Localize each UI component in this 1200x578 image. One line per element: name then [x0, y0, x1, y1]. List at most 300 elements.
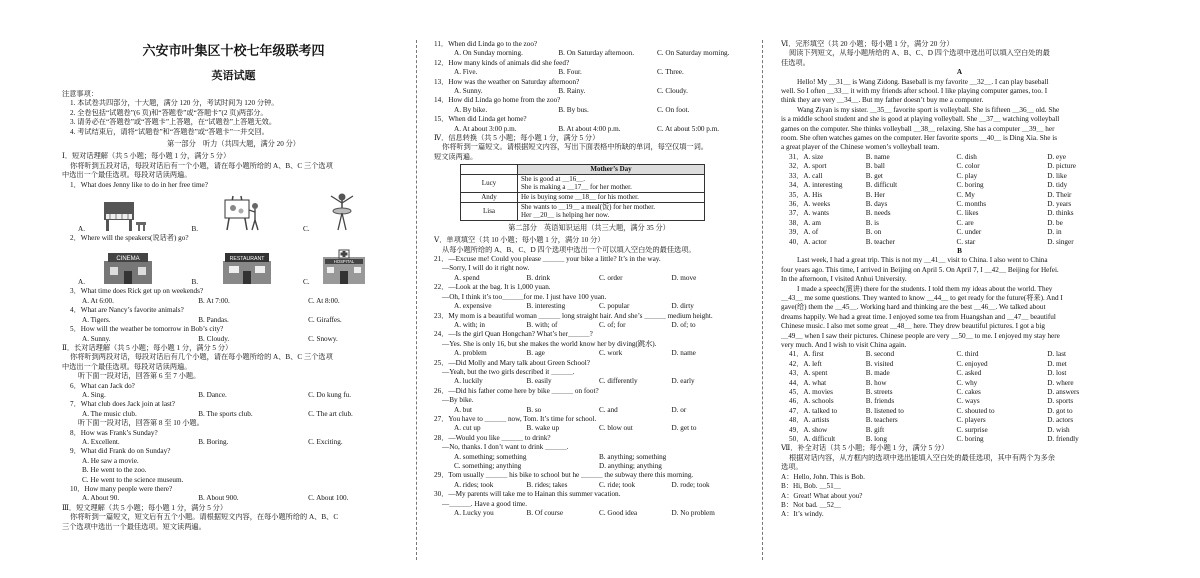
column-1 — [62, 40, 405, 532]
question-24: 24．—Is the girl Quan Hongchan? What’s her＿＿＿? — [434, 330, 593, 339]
option-c[interactable]: C. surprise — [956, 425, 988, 434]
cinema-building-icon — [102, 249, 154, 285]
part1-heading: 第一部分 听力（共四大题，满分 20 分） — [167, 140, 300, 149]
question-22-reply: —Oh, I think it’s too＿＿＿for me. I just have 100 yuan. — [442, 292, 607, 301]
option-row — [781, 426, 1138, 435]
option-d[interactable]: D. singer — [1047, 237, 1074, 246]
option-c[interactable]: C. He went to the science museum. — [82, 475, 184, 484]
option-a[interactable]: A. Sing. — [82, 390, 106, 399]
table-title: Mother’s Day — [518, 165, 705, 175]
q11-options — [434, 49, 744, 58]
section-heading: Ⅲ．短文理解（共 5 小题；每小题 1 分，满分 5 分） — [62, 503, 228, 512]
ballet-dancer-icon — [327, 192, 357, 232]
question-2: 2．Where will the speakers(说话者) go? — [70, 234, 189, 243]
option-d[interactable]: D. years — [1047, 199, 1072, 208]
option-c[interactable]: C. Do kung fu. — [308, 390, 352, 399]
part2-heading: 第二部分 英语知识运用（共三大题，满分 35 分） — [508, 223, 670, 232]
option-b[interactable]: B. get — [865, 171, 883, 180]
option-a[interactable]: 32．A. sport — [789, 162, 827, 171]
option-c[interactable]: C. something; anything — [454, 462, 522, 470]
option-d[interactable]: D. friendly — [1047, 435, 1079, 444]
option-a[interactable]: A. cut up — [454, 424, 481, 433]
hospital-building-icon — [321, 249, 367, 285]
q23-options — [434, 321, 744, 330]
option-a[interactable]: A. luckily — [454, 377, 483, 386]
table-row — [461, 193, 705, 203]
option-c[interactable]: C. shouted to — [956, 406, 995, 415]
passage-line: is a middle school student and she is good at playing volleyball. She ＿37＿ watching volleyball — [781, 115, 1060, 124]
option-c[interactable]: C. work — [599, 349, 623, 358]
option-a[interactable]: A. By bike. — [454, 105, 488, 114]
option-d[interactable]: D. early — [671, 377, 695, 386]
option-d[interactable]: D. move — [671, 273, 697, 282]
option-c[interactable]: C. players — [956, 416, 986, 425]
option-a[interactable]: A. About 90. — [82, 494, 120, 503]
option-row — [781, 350, 1138, 359]
passage-line: a great player of the Chinese women’s volleyball team. — [781, 143, 940, 152]
option-row — [781, 238, 1138, 247]
option-c[interactable]: C. ways — [956, 397, 980, 406]
option-c[interactable]: C. Giraffes. — [308, 315, 342, 324]
option-a[interactable]: 49．A. show — [789, 425, 828, 434]
option-c[interactable]: C. ride; took — [599, 480, 636, 489]
option-b[interactable]: B. streets — [865, 388, 893, 397]
option-d[interactable]: D. of; to — [671, 320, 696, 329]
q1-pictures — [62, 190, 405, 234]
sign-text: CINEMA — [116, 256, 140, 263]
dialog-line: A：Hello, John. This is Bob. — [781, 472, 865, 481]
option-a[interactable]: A. He saw a movie. — [82, 456, 139, 465]
option-b[interactable]: B. About 900. — [198, 494, 239, 503]
passage-b — [781, 256, 1138, 350]
question-25: 25．—Did Molly and Mary talk about Green School? — [434, 358, 590, 367]
option-c[interactable]: C. At about 5:00 p.m. — [656, 124, 720, 133]
option-d[interactable]: D. rode; took — [671, 480, 710, 489]
option-c[interactable]: C. On Saturday morning. — [656, 49, 730, 58]
dialog-line: A：It’s windy. — [781, 510, 824, 519]
sub-instruction: 听下面一段对话，回答第 6 至 7 小题。 — [78, 372, 201, 381]
option-c[interactable]: C. play — [956, 171, 978, 180]
option-c[interactable]: C. dish — [956, 152, 977, 161]
q8-options — [62, 438, 405, 447]
question-21: 21．—Excuse me! Could you please ＿＿＿ your bike a little? It’s in the way. — [434, 255, 661, 264]
option-b[interactable]: B. needs — [865, 209, 891, 218]
note-item: 4. 考试结束后，请将“试题卷”和“答题卷”或“答题卡”一并交回。 — [70, 127, 269, 136]
option-row — [781, 219, 1138, 228]
option-d[interactable]: D. in — [1047, 228, 1062, 237]
question-6: 6．What can Jack do? — [70, 381, 135, 390]
option-d[interactable]: D. or — [671, 405, 687, 414]
question-22: 22．—Look at the bag. It is 1,000 yuan. — [434, 283, 551, 292]
question-13: 13．How was the weather on Saturday afternoon? — [434, 77, 580, 86]
option-label: A. — [78, 278, 85, 287]
q7-options — [62, 410, 405, 419]
passage-line: games on the computer. She thinks volleyball ＿38＿ relaxing. She has a computer ＿39＿ her — [781, 124, 1055, 133]
option-c[interactable]: C. Cloudy. — [656, 87, 688, 96]
q14-options — [434, 106, 744, 115]
question-10: 10．How many people were there? — [70, 485, 173, 493]
passage-line: ＿43＿ me some questions. They wanted to know ＿44＿ to get ready for the future(将来). And I — [781, 293, 1063, 302]
option-c[interactable]: C. cakes — [956, 388, 981, 397]
option-b[interactable]: B. days — [865, 199, 888, 208]
option-d[interactable]: D. answers — [1047, 388, 1080, 397]
option-a[interactable]: A. but — [454, 405, 472, 414]
option-row — [781, 200, 1138, 209]
instruction: 根据对话内容，从方框内的选项中选出能填入空白处的最佳选项，其中有两个为多余 — [789, 453, 1055, 462]
option-c[interactable]: C. popular — [599, 302, 630, 311]
option-c[interactable]: C. likes — [956, 209, 979, 218]
instruction: 你将听到两段对话，每段对话后有几个小题，请在每小题所给的 A、B、C 三个选项 — [70, 353, 333, 362]
passage-line: ＿49＿ when I saw their pictures. Chinese people are very ＿50＿ to me. I enjoyed my stay here — [781, 331, 1060, 340]
section-heading: Ⅴ．单项填空（共 10 小题；每小题 1 分，满分 10 分） — [434, 236, 605, 245]
q30-options — [434, 509, 744, 518]
option-d[interactable]: D. got to — [1047, 406, 1073, 415]
instruction: 三个选项中选出一个最佳选项。短文读两遍。 — [62, 522, 206, 531]
sign-text: RESTAURANT — [230, 256, 265, 263]
notes-heading: 注意事项： — [62, 90, 98, 98]
option-a[interactable]: A. Excellent. — [82, 437, 120, 446]
option-a[interactable]: A. The music club. — [82, 409, 137, 418]
option-a[interactable]: A. spend — [454, 273, 480, 282]
option-c[interactable]: C. asked — [956, 369, 982, 378]
row-line[interactable]: Her ＿20＿ is helping her now. — [521, 211, 610, 220]
passage-line: gave(给) them the ＿45＿. Working hard and thinking are the best ＿46＿. We talked about — [781, 303, 1046, 312]
option-row — [781, 397, 1138, 406]
passage-line: Wang Ziyan is my sister. ＿35＿ favorite sport is volleyball. She is fifteen ＿36＿ old. She — [797, 105, 1060, 114]
option-d[interactable]: D. be — [1047, 218, 1063, 227]
question-9: 9．What did Frank do on Sunday? — [70, 447, 171, 456]
option-a[interactable]: A. Lucky you — [454, 509, 494, 518]
option-c[interactable]: C. of; for — [599, 320, 626, 329]
option-d[interactable]: D. like — [1047, 171, 1067, 180]
option-b[interactable]: B. At about 4:00 p.m. — [558, 124, 621, 133]
row-name: Lisa — [461, 202, 518, 220]
q21-options — [434, 274, 744, 283]
q1-option-b[interactable] — [185, 190, 308, 234]
instruction: 短文读两遍。 — [434, 152, 478, 161]
table-row — [461, 174, 705, 192]
option-d[interactable]: D. sports — [1047, 397, 1074, 406]
option-c[interactable]: C. On foot. — [656, 105, 690, 114]
option-b[interactable]: B. friends — [865, 397, 895, 406]
option-c[interactable]: C. Snowy. — [308, 334, 338, 343]
option-d[interactable]: D. anything; anything — [599, 462, 662, 470]
column-2 — [434, 40, 744, 518]
option-b[interactable]: B. visited — [865, 359, 894, 368]
option-d[interactable]: D. met — [1047, 359, 1067, 368]
instruction: 中选出一个最佳选项。每段对话读两遍。 — [62, 171, 192, 180]
option-a[interactable]: A. Five. — [454, 68, 478, 77]
option-a[interactable]: 35．A. His — [789, 190, 823, 199]
instruction: 你将听到五段对话，每段对话后有一个小题，请在每小题所给的 A、B、C 三个选项 — [70, 161, 333, 170]
option-a[interactable]: 38．A. am — [789, 218, 821, 227]
passage-line: Last week, I had a great trip. This is not my ＿41＿ visit to China. I also went to China — [797, 256, 1048, 265]
instruction: 选项。 — [781, 463, 803, 472]
option-b[interactable]: B. He went to the zoo. — [82, 466, 147, 475]
q1-option-a[interactable] — [62, 190, 185, 234]
option-c[interactable]: C. third — [956, 350, 979, 359]
option-b[interactable]: B. long — [865, 435, 887, 444]
row-line[interactable]: She wants to ＿19＿ a meal(饭) for her mother. — [521, 202, 655, 211]
option-c[interactable]: C. Three. — [656, 68, 684, 77]
option-b[interactable]: B. teacher — [865, 237, 895, 246]
option-b[interactable]: B. Cloudy. — [198, 334, 230, 343]
passage-line: Chinese music. I also met some great ＿48＿ here. They drew beautiful pictures. I got a big — [781, 322, 1045, 331]
question-15: 15．When did Linda get home? — [434, 115, 527, 124]
column-divider — [416, 40, 417, 560]
dialog-line: B：Not bad. ＿52＿ — [781, 500, 842, 509]
option-d[interactable]: D. wish — [1047, 425, 1070, 434]
option-b[interactable]: B. wake up — [526, 424, 560, 433]
option-d[interactable]: D. last — [1047, 350, 1066, 359]
q10-options — [62, 494, 405, 503]
option-a[interactable]: 34．A. interesting — [789, 181, 843, 190]
option-b[interactable]: B. made — [865, 369, 890, 378]
exam-title: 六安市叶集区十校七年级联考四 — [142, 43, 325, 58]
option-a[interactable]: 44．A. what — [789, 378, 827, 387]
option-d[interactable]: D. eye — [1047, 152, 1066, 161]
option-a[interactable]: A. rides; took — [454, 480, 494, 489]
option-c[interactable]: C. why — [956, 378, 978, 387]
option-label: B. — [191, 278, 199, 287]
option-b[interactable]: B. rides; takes — [526, 480, 568, 489]
option-b[interactable]: B. drink — [526, 273, 551, 282]
option-d[interactable]: D. where — [1047, 378, 1074, 387]
note-item: 3. 请务必在“答题卷”或“答题卡”上答题，在“试题卷”上答题无效。 — [70, 118, 277, 127]
question-4: 4．What are Nancy’s favorite animals? — [70, 306, 184, 315]
option-a[interactable]: 37．A. wants — [789, 209, 829, 218]
option-a[interactable]: A. problem — [454, 349, 487, 358]
option-d[interactable]: D. tidy — [1047, 181, 1068, 190]
option-d[interactable]: D. thinks — [1047, 209, 1074, 218]
option-d[interactable]: D. dirty — [671, 302, 694, 311]
option-d[interactable]: D. No problem — [671, 509, 715, 518]
question-26-reply: —By bike. — [442, 396, 474, 405]
row-line[interactable]: He is buying some ＿18＿ for his mother. — [521, 193, 639, 202]
subject-title: 英语试题 — [211, 70, 256, 82]
instruction: 从每小题所给的 A、B、C、D 四个选项中选出一个可以填入空白处的最佳选项。 — [442, 245, 696, 254]
option-row — [781, 360, 1138, 369]
option-c[interactable]: C. boring — [956, 181, 984, 190]
option-b[interactable]: B. By bus. — [558, 105, 589, 114]
option-b[interactable]: B. Four. — [558, 68, 582, 77]
option-b[interactable]: B. At 7:00. — [198, 296, 230, 305]
q1-option-c[interactable] — [302, 190, 405, 234]
option-row — [781, 228, 1138, 237]
option-a[interactable]: 31．A. size — [789, 152, 824, 161]
option-row — [781, 209, 1138, 218]
question-5: 5．How will the weather be tomorrow in Bob’s city? — [70, 325, 224, 334]
option-c[interactable]: C. are — [956, 218, 974, 227]
option-row — [781, 388, 1138, 397]
q13-options — [434, 87, 744, 96]
option-b[interactable]: B. ball — [865, 162, 885, 171]
option-a[interactable]: A. Sunny. — [454, 87, 483, 96]
option-b[interactable]: B. listened to — [865, 406, 904, 415]
option-c[interactable]: C. About 100. — [308, 494, 349, 503]
option-b[interactable]: B. anything; something — [599, 452, 667, 461]
option-a[interactable]: A. Tigers. — [82, 315, 111, 324]
option-a[interactable]: A. expensive — [454, 302, 492, 311]
row-line[interactable]: She is making a ＿17＿ for her mother. — [521, 183, 632, 192]
option-b[interactable]: B. teachers — [865, 416, 898, 425]
option-a[interactable]: 39．A. of — [789, 228, 819, 237]
option-c[interactable]: C. The art club. — [308, 409, 353, 418]
q29-options — [434, 481, 744, 490]
row-line[interactable]: She is good at ＿16＿. — [521, 174, 585, 183]
option-a[interactable]: 33．A. call — [789, 171, 823, 180]
option-a[interactable]: 47．A. talked to — [789, 406, 838, 415]
option-b[interactable]: B. Dance. — [198, 390, 227, 399]
option-c[interactable]: C. differently — [599, 377, 638, 386]
question-30: 30．—My parents will take me to Hainan this summer vacation. — [434, 490, 621, 499]
option-a[interactable]: A. with; in — [454, 320, 485, 329]
option-a[interactable]: 50．A. difficult — [789, 435, 836, 444]
question-25-reply: —Yeah, but the two girls described it ＿＿＿. — [442, 367, 575, 376]
option-b[interactable]: B. gift — [865, 425, 885, 434]
option-d[interactable]: D. actors — [1047, 416, 1074, 425]
option-a[interactable]: 36．A. weeks — [789, 199, 831, 208]
option-a[interactable]: 42．A. left — [789, 359, 822, 368]
option-b[interactable]: B. Her — [865, 190, 885, 199]
sign-text: HOSPITAL — [333, 259, 355, 265]
option-b[interactable]: B. on — [865, 228, 882, 237]
option-d[interactable]: D. Their — [1047, 190, 1072, 199]
instruction: 阅读下列短文，从每小题所给的 A、B、C、D 四个选项中选出可以填入空白处的最 — [789, 49, 1050, 58]
option-a[interactable]: 41．A. first — [789, 350, 824, 359]
option-a[interactable]: 46．A. schools — [789, 397, 834, 406]
q25-options — [434, 377, 744, 386]
q2-pictures — [62, 243, 405, 287]
option-row — [781, 181, 1138, 190]
option-label: A. — [78, 224, 85, 233]
question-11: 11．When did Linda go to the zoo? — [434, 40, 538, 48]
option-a[interactable]: A. At about 3:00 p.m. — [454, 124, 517, 133]
passage-line: think they are very ＿34＿. But my father doesn’t buy me a computer. — [781, 96, 984, 105]
option-b[interactable]: B. easily — [526, 377, 552, 386]
q2-option-b[interactable] — [185, 243, 308, 287]
option-b[interactable]: B. interesting — [526, 302, 566, 311]
dialog-line: B：Hi, Bob. ＿51＿ — [781, 482, 841, 491]
q28-options — [434, 453, 744, 462]
dialog — [781, 473, 1138, 520]
option-a[interactable]: 43．A. spent — [789, 369, 828, 378]
passage-b-label: B — [957, 246, 962, 255]
option-b[interactable]: B. The sports club. — [198, 409, 253, 418]
option-c[interactable]: C. Exciting. — [308, 437, 343, 446]
option-a[interactable]: A. At 6:00. — [82, 296, 114, 305]
option-b[interactable]: B. how — [865, 378, 887, 387]
option-b[interactable]: B. with; of — [526, 320, 558, 329]
piano-icon — [102, 196, 148, 232]
row-name: Lucy — [461, 174, 518, 192]
passage-a-label: A — [956, 68, 963, 77]
option-c[interactable]: C. order — [599, 273, 623, 282]
option-c[interactable]: C. blow out — [599, 424, 633, 433]
restaurant-building-icon — [221, 249, 273, 285]
option-b[interactable]: B. so — [526, 405, 542, 414]
option-c[interactable]: C. enjoyed — [956, 359, 988, 368]
option-c[interactable]: C. boring — [956, 435, 984, 444]
option-b[interactable]: B. second — [865, 350, 895, 359]
option-b[interactable]: B. Pandas. — [198, 315, 229, 324]
section-heading: Ⅰ．短对话理解（共 5 小题；每小题 1 分，满分 5 分） — [62, 152, 231, 161]
option-b[interactable]: B. difficult — [865, 181, 898, 190]
option-row — [781, 162, 1138, 171]
option-d[interactable]: D. lost — [1047, 369, 1067, 378]
option-b[interactable]: B. Boring. — [198, 437, 229, 446]
q12-options — [434, 68, 744, 77]
option-a[interactable]: A. On Sunday morning. — [454, 49, 523, 58]
question-3: 3．What time does Rick get up on weekends? — [70, 287, 204, 296]
option-c[interactable]: C. under — [956, 228, 982, 237]
passage-line: In the afternoon, I visited Anhui University. — [781, 275, 907, 284]
table-row — [461, 202, 705, 220]
passage-line: room. She often watches games on the computer. Her favorite sports ＿40＿ is Ding Xia. She is — [781, 134, 1058, 143]
q2-option-a[interactable] — [62, 243, 185, 287]
option-row — [781, 407, 1138, 416]
q27-options — [434, 424, 744, 433]
option-c[interactable]: C. My — [956, 190, 975, 199]
option-a[interactable]: 48．A. artists — [789, 416, 830, 425]
question-28-reply: —No, thanks. I don’t want to drink ＿＿＿. — [442, 443, 569, 452]
option-row — [781, 369, 1138, 378]
row-name: Andy — [461, 193, 518, 203]
passage-line: dreams happily. We had a great time. I enjoyed some tea from Huangshan and ＿47＿ beautiful — [781, 312, 1056, 321]
option-c[interactable]: C. and — [599, 405, 618, 414]
option-b[interactable]: B. Of course — [526, 509, 564, 518]
question-21-reply: —Sorry, I will do it right now. — [442, 264, 530, 273]
option-d[interactable]: D. name — [671, 349, 696, 358]
option-c[interactable]: C. Good idea — [599, 509, 638, 518]
option-b[interactable]: B. On Saturday afternoon. — [558, 49, 635, 58]
option-a[interactable]: 45．A. movies — [789, 388, 833, 397]
passage-line: Hello! My ＿31＿ is Wang Zidong. Baseball is my favorite ＿32＿. I can play baseball — [797, 77, 1049, 86]
option-c[interactable]: C. star — [956, 237, 976, 246]
passage-line: well. So I often ＿33＿ it with my friends after school. I like playing computer games, too. I — [781, 87, 1048, 96]
option-c[interactable]: C. color — [956, 162, 980, 171]
dialog-line: A：Great! What about you? — [781, 491, 863, 500]
option-row — [781, 379, 1138, 388]
passage-line: I made a speech(演讲) there for the students. I told them my ideas about the world. They — [797, 284, 1053, 293]
q4-options — [62, 316, 405, 325]
q2-option-c[interactable] — [302, 243, 405, 287]
passage-line: four years ago. This time, I arrived in Beijing on April 5. On April 7, I ＿42＿ Beijing for Hefei. — [781, 265, 1059, 274]
option-row — [781, 153, 1138, 162]
option-a[interactable]: A. something; something — [454, 452, 527, 461]
option-b[interactable]: B. is — [865, 218, 879, 227]
option-b[interactable]: B. age — [526, 349, 545, 358]
option-b[interactable]: B. name — [865, 152, 890, 161]
section-heading: Ⅶ．补全对话（共 5 小题；每小题 1 分，满分 5 分） — [781, 444, 949, 453]
instruction: 佳选项。 — [781, 58, 810, 67]
question-30-reply: —＿＿＿. Have a good time. — [442, 499, 528, 508]
question-7: 7．What club does Jack join at last? — [70, 400, 175, 409]
q3-options — [62, 297, 405, 306]
option-row — [781, 191, 1138, 200]
option-b[interactable]: B. Rainy. — [558, 87, 586, 96]
option-c[interactable]: C. months — [956, 199, 987, 208]
option-d[interactable]: D. get to — [671, 424, 697, 433]
option-a[interactable]: A. Sunny. — [82, 334, 111, 343]
q22-options — [434, 302, 744, 311]
options-bank-b — [781, 350, 1138, 444]
question-29: 29．Tom usually ＿＿＿ his bike to school but he ＿＿＿ the subway there this morning. — [434, 471, 694, 480]
option-d[interactable]: D. picture — [1047, 162, 1076, 171]
question-8: 8．How was Frank’s Sunday? — [70, 428, 158, 437]
option-a[interactable]: 40．A. actor — [789, 237, 827, 246]
option-c[interactable]: C. At 8:00. — [308, 296, 340, 305]
